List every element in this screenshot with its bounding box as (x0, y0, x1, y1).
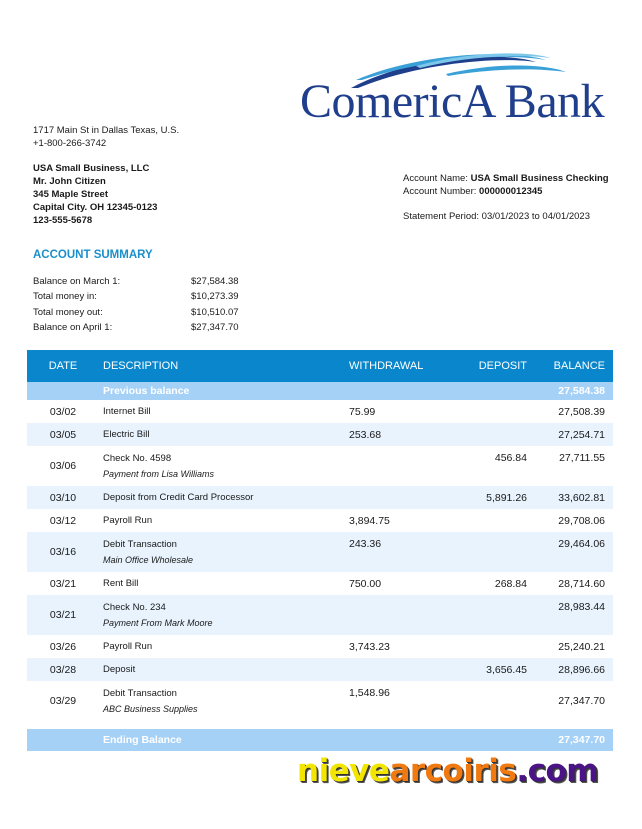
row-deposit (453, 595, 527, 635)
row-balance: 25,240.21 (558, 640, 605, 653)
row-balance: 27,711.55 (559, 452, 605, 464)
account-name-value: USA Small Business Checking (470, 173, 609, 184)
bank-phone: +1-800-266-3742 (33, 138, 107, 149)
summary-value: $10,510.07 (191, 306, 239, 318)
summary-label: Total money out: (33, 306, 103, 318)
table-row (27, 681, 613, 721)
header-withdrawal: WITHDRAWAL (349, 360, 424, 372)
summary-value: $27,584.38 (191, 276, 239, 288)
account-number-value: 000000012345 (479, 186, 543, 197)
row-withdrawal: 3,743.23 (349, 640, 390, 653)
row-balance: 33,602.81 (558, 491, 605, 504)
row-description (97, 595, 343, 635)
table-row (27, 658, 613, 681)
table-header (27, 350, 613, 382)
table-row (27, 400, 613, 423)
row-balance: 29,464.06 (558, 538, 605, 550)
logo-wordmark: ComericA Bank (300, 75, 605, 128)
row-date: 03/10 (49, 491, 77, 504)
account-number-line (403, 185, 609, 198)
account-number-label: Account Number: (403, 186, 480, 197)
row-deposit: 5,891.26 (486, 491, 527, 504)
row-deposit (453, 532, 527, 572)
row-balance: 28,714.60 (558, 577, 605, 590)
account-summary (33, 274, 239, 335)
table-row (27, 446, 613, 486)
header-description: DESCRIPTION (103, 360, 179, 372)
row-balance: 29,708.06 (558, 514, 605, 527)
row-deposit: 3,656.45 (486, 663, 527, 676)
summary-value: $27,347.70 (191, 322, 239, 334)
row-description-sub: Payment From Mark Moore (103, 618, 213, 628)
row-date: 03/06 (49, 460, 77, 472)
row-description-main: Check No. 4598 (103, 453, 172, 464)
row-withdrawal: 1,548.96 (349, 687, 390, 699)
row-withdrawal (343, 446, 453, 486)
statement-period: Statement Period: 03/01/2023 to 04/01/2023 (403, 211, 590, 222)
account-name-label: Account Name: (403, 173, 471, 184)
header-date: DATE (48, 360, 78, 372)
row-date: 03/28 (49, 663, 77, 676)
row-description: Internet Bill (103, 406, 151, 417)
row-date: 03/21 (49, 609, 77, 621)
row-description-main: Check No. 234 (103, 602, 166, 613)
row-deposit: 456.84 (494, 452, 527, 464)
row-withdrawal: 750.00 (349, 577, 382, 590)
row-description: Electric Bill (103, 429, 150, 440)
row-description (97, 681, 343, 721)
row-description-main: Debit Transaction (103, 539, 177, 550)
customer-address-block (33, 162, 157, 227)
watermark-part-3: .com (516, 753, 599, 789)
row-date: 03/26 (49, 640, 77, 653)
row-withdrawal: 75.99 (349, 405, 376, 418)
previous-balance-row (27, 382, 613, 400)
row-description: Payroll Run (103, 515, 153, 526)
row-deposit: 268.84 (494, 577, 527, 590)
summary-row (33, 274, 239, 289)
row-date: 03/29 (49, 695, 77, 707)
table-row (27, 572, 613, 595)
customer-street: 345 Maple Street (33, 189, 108, 200)
header-deposit: DEPOSIT (478, 360, 527, 372)
row-balance: 28,983.44 (558, 601, 605, 613)
summary-label: Balance on April 1: (33, 322, 113, 334)
row-date: 03/16 (49, 546, 77, 558)
customer-phone: 123-555-5678 (33, 215, 93, 226)
row-date: 03/12 (49, 514, 77, 527)
table-row (27, 635, 613, 658)
row-withdrawal: 253.68 (349, 428, 382, 441)
row-description-sub: Payment from Lisa Williams (103, 469, 214, 479)
watermark (297, 753, 599, 789)
customer-city: Capital City. OH 12345-0123 (33, 202, 158, 213)
row-description: Deposit (103, 664, 136, 675)
row-date: 03/02 (49, 405, 77, 418)
account-info (403, 172, 609, 198)
summary-label: Balance on March 1: (33, 276, 121, 288)
row-balance: 27,508.39 (558, 405, 605, 418)
row-description (97, 446, 343, 486)
bank-address: 1717 Main St in Dallas Texas, U.S. (33, 125, 180, 136)
row-description: Rent Bill (103, 578, 139, 589)
summary-row (33, 320, 239, 335)
row-date: 03/05 (49, 428, 77, 441)
table-row (27, 595, 613, 635)
row-withdrawal: 3,894.75 (349, 514, 390, 527)
summary-label: Total money in: (33, 291, 97, 303)
customer-company: USA Small Business, LLC (33, 163, 150, 174)
row-date: 03/21 (49, 577, 77, 590)
row-balance: 27,254.71 (558, 428, 605, 441)
row-withdrawal (343, 595, 453, 635)
header-balance: BALANCE (553, 360, 605, 372)
ending-balance-row (27, 729, 613, 751)
row-description (97, 532, 343, 572)
summary-row (33, 289, 239, 304)
row-withdrawal: 243.36 (349, 538, 382, 550)
account-name-line (403, 172, 609, 185)
previous-balance-value: 27,584.38 (558, 385, 605, 397)
row-balance: 27,347.70 (558, 695, 605, 707)
row-description-sub: ABC Business Supplies (103, 704, 198, 714)
summary-value: $10,273.39 (191, 291, 239, 303)
table-row (27, 509, 613, 532)
transactions-table (27, 350, 613, 751)
bank-logo (296, 50, 606, 132)
table-row (27, 423, 613, 446)
previous-balance-label: Previous balance (103, 385, 190, 397)
watermark-part-2: arcoiris (389, 753, 517, 789)
table-row (27, 486, 613, 509)
table-row (27, 532, 613, 572)
row-description-main: Debit Transaction (103, 688, 177, 699)
bank-address-block (33, 124, 179, 150)
summary-row (33, 305, 239, 320)
account-summary-title: ACCOUNT SUMMARY (33, 249, 153, 261)
row-description: Payroll Run (103, 641, 153, 652)
row-balance: 28,896.66 (558, 663, 605, 676)
watermark-part-1: nieve (297, 753, 390, 789)
customer-name: Mr. John Citizen (33, 176, 106, 187)
row-description: Deposit from Credit Card Processor (103, 492, 254, 503)
row-description-sub: Main Office Wholesale (103, 555, 194, 565)
ending-balance-value: 27,347.70 (558, 734, 605, 746)
row-deposit (453, 681, 527, 721)
ending-balance-label: Ending Balance (103, 734, 182, 746)
